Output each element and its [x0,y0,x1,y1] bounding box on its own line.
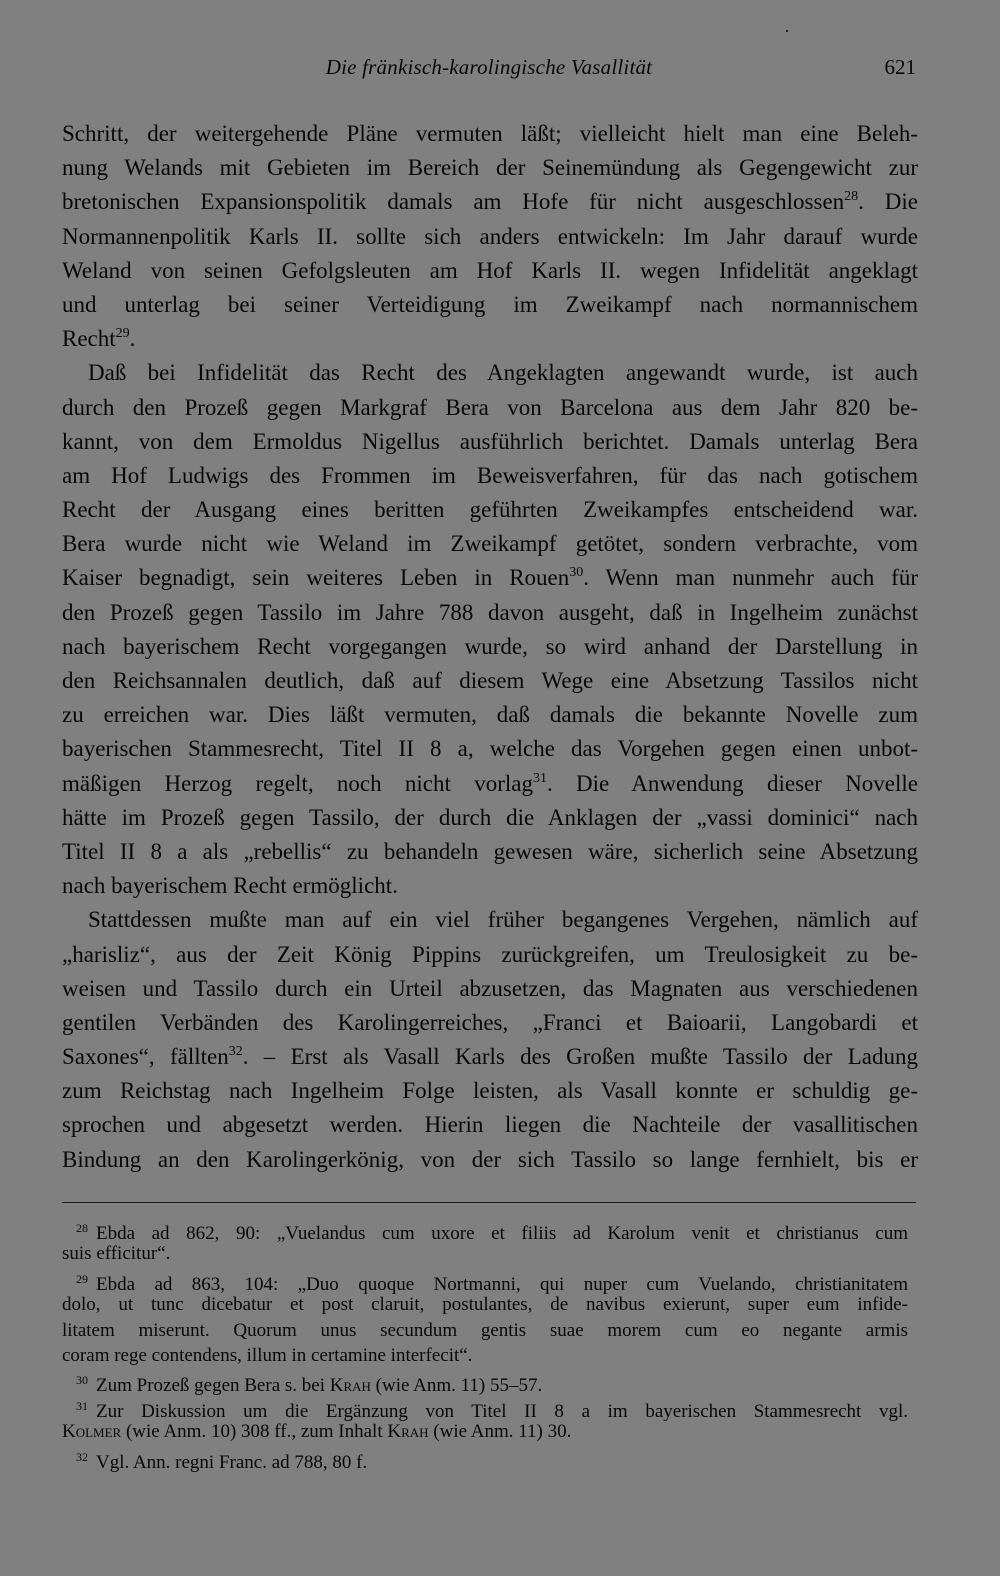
text-line: nung Welands mit Gebieten im Bereich der Seinemündung als Gegengewicht zur [62,155,918,181]
footnote-text: (wie Anm. 11) 30. [428,1421,572,1443]
footnote-mark: 29 [76,1271,88,1286]
text-line: Bera wurde nicht wie Weland im Zweikampf getötet, sondern verbrachte, vom [62,531,918,557]
text-segment: . Die Anwendung dieser Novelle [546,770,918,796]
text-line: sprochen und abgesetzt werden. Hierin liegen die Nachteile der vasallitischen [62,1112,918,1138]
footnote-text: (wie Anm. 11) 55–57. [370,1375,543,1397]
scan-speck [786,30,788,32]
footnote-mark: 32 [76,1449,88,1464]
footnote-text: Zur Diskussion um die Ergänzung von Titel II 8 a im bayerischen Stammesrecht vgl. [96,1400,908,1422]
text-line [62,561,918,595]
footnote-text: (wie Anm. 10) 308 ff., zum Inhalt [121,1421,388,1443]
author-name: Kolmer [62,1421,122,1443]
author-name: Krah [387,1421,429,1443]
text-line: Daß bei Infidelität das Recht des Angeklagten angewandt wurde, ist auch [88,360,918,386]
footnote-text: Ebda ad 862, 90: „Vuelandus cum uxore et filiis ad Karolum venit et christianus cum [96,1223,908,1244]
footnote-30 [62,1368,908,1397]
text-line [62,1040,918,1074]
text-line: am Hof Ludwigs des Frommen im Beweisverfahren, für das nach gotischem [62,462,918,488]
footnote-text: Vgl. Ann. regni Franc. ad 788, 80 f. [96,1451,368,1473]
footnote-31 [62,1394,908,1422]
note-ref-31[interactable]: 31 [532,770,547,786]
footnote-line [62,1419,908,1444]
text-line: nach bayerischem Recht ermöglicht. [62,873,398,899]
footnote-29 [62,1267,908,1295]
footnote-text: Ebda ad 863, 104: „Duo quoque Nortmanni, qui nuper cum Vuelando, christianitatem [96,1273,908,1295]
text-line: Schritt, der weitergehende Pläne vermuten läßt; vielleicht hielt man eine Beleh- [62,121,918,146]
note-ref-29[interactable]: 29 [115,326,130,342]
text-line: Weland von seinen Gefolgsleuten am Hof Karls II. wegen Infidelität angeklagt [62,257,918,283]
footnote-text: Zum Prozeß gegen Bera s. bei [96,1375,330,1397]
footnote-mark: 28 [76,1221,88,1235]
text-segment: . Wenn man nunmehr auch für [583,565,918,591]
footnote-line: suis efficitur“. [62,1243,171,1265]
text-line: „harisliz“, aus der Zeit König Pippins zurückgreifen, um Treulosigkeit zu be- [62,941,918,967]
text-segment: Recht [62,326,116,352]
text-segment: bretonischen Expansionspolitik damals am Hofe für nicht ausgeschlossen [62,189,845,215]
text-line: Stattdessen mußte man auf ein viel früher begangenes Vergehen, nämlich auf [88,907,918,933]
text-line: nach bayerischem Recht vorgegangen wurde, so wird anhand der Darstellung in [62,633,918,659]
text-segment: . Die [858,189,918,215]
footnote-line: coram rege contendens, illum in certamine interfecit“. [62,1344,473,1366]
text-line: bayerischen Stammesrecht, Titel II 8 a, welche das Vorgehen gegen einen unbot- [62,736,918,762]
text-line: zu erreichen war. Dies läßt vermuten, daß damals die bekannte Novelle zum [62,702,918,728]
text-segment: . [129,326,136,352]
note-ref-30[interactable]: 30 [569,565,584,581]
running-head [62,55,916,87]
text-line [62,767,918,801]
text-segment: mäßigen Herzog regelt, noch nicht vorlag [62,770,533,796]
footnote-28 [62,1216,908,1244]
text-line: durch den Prozeß gegen Markgraf Bera von Barcelona aus dem Jahr 820 be- [62,394,918,420]
footnote-line: dolo, ut tunc dicebatur et post claruit, postulantes, de navibus exierunt, super eum infide- [62,1294,908,1316]
text-line [62,185,918,219]
text-line: gentilen Verbänden des Karolingerreiches, „Franci et Baioarii, Langobardi et [62,1009,918,1035]
text-segment: . – Erst als Vasall Karls des Großen mußte Tassilo der Ladung [242,1044,918,1070]
text-line: zum Reichstag nach Ingelheim Folge leisten, als Vasall konnte er schuldig ge- [62,1078,918,1104]
page-number: 621 [884,55,916,79]
footnote-line: litatem miserunt. Quorum unus secundum gentis suae morem cum eo negante armis [62,1319,908,1341]
text-line [62,322,918,356]
footnote-mark: 31 [76,1398,88,1413]
body-text [62,117,918,1177]
footnote-mark: 30 [76,1373,88,1388]
note-ref-28[interactable]: 28 [844,189,859,205]
text-line: Titel II 8 a als „rebellis“ zu behandeln gewesen wäre, sicherlich seine Absetzung [62,838,918,864]
text-segment: Saxones“, fällten [62,1044,229,1070]
text-line: hätte im Prozeß gegen Tassilo, der durch die Anklagen der „vassi dominici“ nach [62,804,918,830]
text-line: Normannenpolitik Karls II. sollte sich anders entwickeln: Im Jahr darauf wurde [62,223,918,249]
text-line: Bindung an den Karolingerkönig, von der sich Tassilo so lange fernhielt, bis er [62,1146,918,1172]
text-line: den Prozeß gegen Tassilo im Jahre 788 davon ausgeht, daß in Ingelheim zunächst [62,599,918,625]
footnotes [62,1216,908,1473]
running-title: Die fränkisch-karolingische Vasallität [325,55,653,79]
text-line: weisen und Tassilo durch ein Urteil abzusetzen, das Magnaten aus verschiedenen [62,975,918,1001]
note-ref-32[interactable]: 32 [228,1044,243,1060]
text-line: den Reichsannalen deutlich, daß auf diesem Wege eine Absetzung Tassilos nicht [62,668,918,693]
footnote-32 [62,1445,908,1473]
footnote-rule [62,1202,916,1203]
text-line: Recht der Ausgang eines beritten geführten Zweikampfes entscheidend war. [62,497,918,523]
text-segment: Kaiser begnadigt, sein weiteres Leben in Rouen [62,565,570,591]
author-name: Krah [329,1375,371,1397]
text-line: kannt, von dem Ermoldus Nigellus ausführlich berichtet. Damals unterlag Bera [62,428,918,454]
text-line: und unterlag bei seiner Verteidigung im Zweikampf nach normannischem [62,291,918,317]
